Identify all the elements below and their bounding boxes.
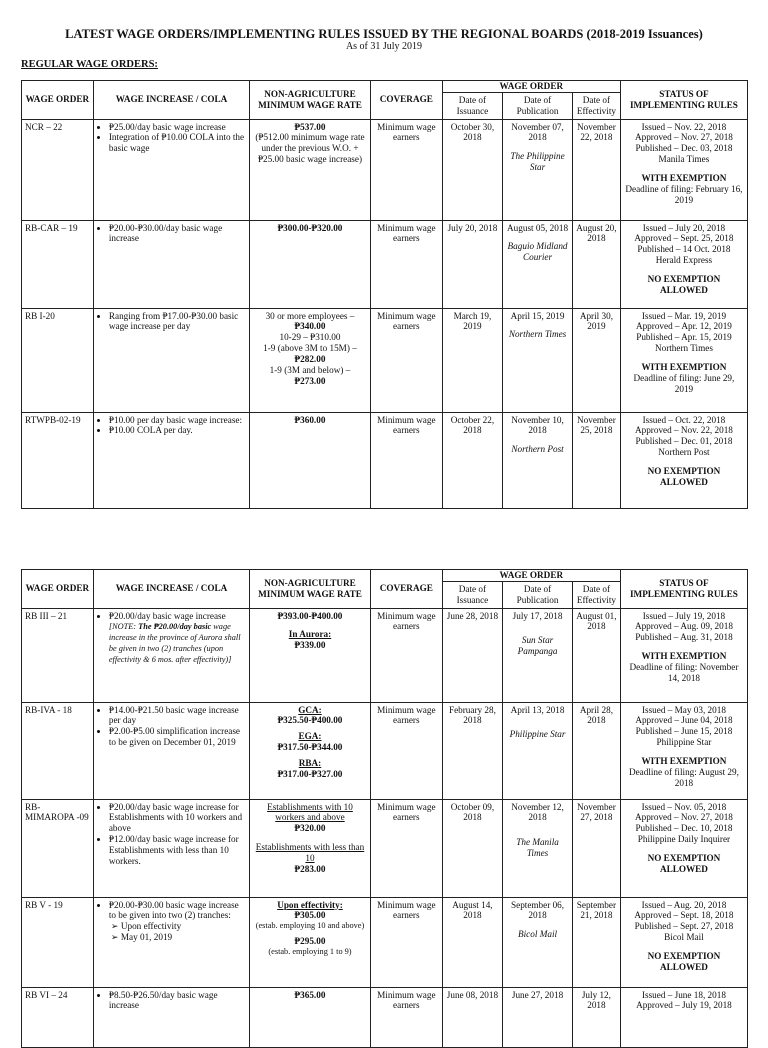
exemption-status: NO EXEMPTION ALLOWED <box>647 274 721 295</box>
date-effectivity: July 12, 2018 <box>572 987 620 1047</box>
rate-value: ₱305.00 <box>294 910 326 921</box>
coverage: Minimum wage earners <box>370 220 442 308</box>
page-title: LATEST WAGE ORDERS/IMPLEMENTING RULES ISSUED BY THE REGIONAL BOARDS (2018-2019 Issuances) <box>65 27 703 41</box>
table-row <box>22 220 748 308</box>
exemption-status: WITH EXEMPTION <box>641 756 727 767</box>
establishment-label: Establishments with less than 10 <box>255 842 365 864</box>
status-line: Published – Dec. 03, 2018 <box>635 143 733 154</box>
status-line: Northern Times <box>654 343 713 354</box>
date-publication: November 12, 2018 <box>511 801 564 823</box>
date-effectivity: November 27, 2018 <box>572 799 620 897</box>
exemption-status: WITH EXEMPTION <box>641 651 727 662</box>
status-line: Issued – Nov. 22, 2018 <box>641 121 727 132</box>
rate-note: (estab. employing 10 and above) <box>255 921 365 931</box>
publication-paper: Northern Times <box>508 329 567 340</box>
note-bold: The ₱20.00/day basic <box>138 622 212 632</box>
rate-value: ₱300.00-₱320.00 <box>250 220 371 308</box>
rate-tier: 10-29 – ₱310.00 <box>279 332 341 343</box>
status-line: Issued – Oct. 22, 2018 <box>642 414 726 425</box>
coverage: Minimum wage earners <box>370 308 442 412</box>
table-row <box>22 799 748 897</box>
rate-value: ₱317.00-₱327.00 <box>277 768 343 779</box>
wage-orders-table-2 <box>21 569 748 1048</box>
filing-deadline: Deadline of filing: June 29, 2019 <box>633 372 735 394</box>
status-line: Published – June 15, 2018 <box>635 726 733 737</box>
date-effectivity: September 21, 2018 <box>572 897 620 987</box>
status-line: Philippine Star <box>656 737 712 748</box>
note-text: wage increase in the province of Aurora shall be given in two (2) tranches (upon effectivity & 6 mos. after effectivity)] <box>108 622 241 665</box>
wage-order-id: NCR – 22 <box>22 119 94 220</box>
rate-value: ₱365.00 <box>250 987 371 1047</box>
date-publication: April 15, 2019 <box>510 310 565 321</box>
increase-item: • ₱20.00-₱30.00 basic wage increase to be given into two (2) tranches: <box>109 900 246 922</box>
section-heading: REGULAR WAGE ORDERS: <box>21 59 158 70</box>
coverage: Minimum wage earners <box>370 119 442 220</box>
wage-order-id: RB-CAR – 19 <box>22 220 94 308</box>
rate-value: ₱360.00 <box>250 412 371 508</box>
col-coverage: COVERAGE <box>370 570 442 609</box>
rate-area-label: In Aurora: <box>288 629 332 640</box>
filing-deadline: Deadline of filing: November 14, 2018 <box>629 662 739 683</box>
tranche-item: ➢ Upon effectivity <box>111 921 246 932</box>
wage-order-id: RB III – 21 <box>22 608 94 702</box>
increase-item: ₱20.00/day basic wage increase <box>108 610 226 621</box>
increase-item: • ₱12.00/day basic wage increase for Establishments with less than 10 workers. <box>109 834 246 867</box>
increase-item: • Ranging from ₱17.00-₱30.00 basic wage increase per day <box>109 311 246 333</box>
date-publication: September 06, 2018 <box>511 899 565 921</box>
col-status: STATUS OF IMPLEMENTING RULES <box>620 81 747 120</box>
increase-item: • ₱8.50-₱26.50/day basic wage increase <box>109 990 246 1012</box>
status-line: Issued – Nov. 05, 2018 <box>641 801 727 812</box>
status-line: Issued – Mar. 19, 2019 <box>641 310 727 321</box>
status-line: Issued – Aug. 20, 2018 <box>641 899 727 910</box>
rate-tranche-label: Upon effectivity: <box>277 899 343 910</box>
increase-item: • ₱25.00/day basic wage increase <box>109 122 246 133</box>
col-status: STATUS OF IMPLEMENTING RULES <box>620 570 747 609</box>
increase-item: • ₱14.00-₱21.50 basic wage increase per day <box>109 705 246 727</box>
area-label-ega: EGA: <box>298 731 322 742</box>
rate-value: ₱537.00 <box>294 121 326 132</box>
date-issuance: October 22, 2018 <box>442 412 502 508</box>
rate-value: ₱283.00 <box>294 863 326 874</box>
col-effectivity: Date of Effectivity <box>572 92 620 119</box>
publication-paper: Sun Star Pampanga <box>517 635 558 657</box>
rate-tier-label: 30 or more employees – <box>265 310 355 321</box>
status-line: Approved – Sept. 25, 2018 <box>634 233 734 244</box>
publication-paper: Bicol Mail <box>518 929 558 940</box>
date-issuance: October 30, 2018 <box>442 119 502 220</box>
date-publication: August 05, 2018 <box>507 222 569 233</box>
publication-paper: Philippine Star <box>509 729 566 740</box>
rate-value: ₱325.50-₱400.00 <box>277 715 343 726</box>
status-line: Issued – May 03, 2018 <box>641 704 726 715</box>
status-line: Herald Express <box>655 255 713 266</box>
status-line: Approved – June 04, 2018 <box>635 715 733 726</box>
col-effectivity: Date of Effectivity <box>572 581 620 608</box>
status-line: Published – Dec. 10, 2018 <box>635 823 733 834</box>
date-publication: November 10, 2018 <box>511 414 564 436</box>
coverage: Minimum wage earners <box>370 702 442 799</box>
wage-order-id: RB VI – 24 <box>22 987 94 1047</box>
date-publication: April 13, 2018 <box>510 704 565 715</box>
status-line: Manila Times <box>658 154 710 165</box>
table-row <box>22 412 748 508</box>
status-line: Approved – Sept. 18, 2018 <box>634 910 734 921</box>
table-row <box>22 702 748 799</box>
status-line: Approved – Aug. 09, 2018 <box>634 621 733 632</box>
coverage: Minimum wage earners <box>370 799 442 897</box>
table-row <box>22 897 748 987</box>
wage-order-id: RB-MIMAROPA -09 <box>22 799 94 897</box>
increase-item: • ₱20.00-₱30.00/day basic wage increase <box>109 223 246 245</box>
col-wo-group: WAGE ORDER <box>442 81 620 93</box>
rate-value: ₱339.00 <box>294 640 326 651</box>
exemption-status: WITH EXEMPTION <box>641 362 727 373</box>
area-label-rba: RBA: <box>298 758 322 769</box>
wage-order-id: RB V - 19 <box>22 897 94 987</box>
status-line: Issued – July 19, 2018 <box>642 610 726 621</box>
publication-paper: Northern Post <box>511 444 564 455</box>
col-nonagri: NON-AGRICULTURE MINIMUM WAGE RATE <box>250 81 371 120</box>
col-increase: WAGE INCREASE / COLA <box>93 81 249 120</box>
col-wo-group: WAGE ORDER <box>442 570 620 582</box>
status-line: Philippine Daily Inquirer <box>637 834 731 845</box>
rate-value: ₱282.00 <box>294 354 326 365</box>
date-issuance: October 09, 2018 <box>442 799 502 897</box>
area-label-gca: GCA: <box>298 704 322 715</box>
status-line: Published – Aug. 31, 2018 <box>635 632 733 643</box>
wage-order-id: RB I-20 <box>22 308 94 412</box>
date-issuance: August 14, 2018 <box>442 897 502 987</box>
as-of-date: As of 31 July 2019 <box>345 41 423 52</box>
col-publication: Date of Publication <box>503 581 573 608</box>
col-publication: Date of Publication <box>503 92 573 119</box>
rate-value: ₱393.00-₱400.00 <box>277 610 343 621</box>
col-increase: WAGE INCREASE / COLA <box>93 570 249 609</box>
status-line: Bicol Mail <box>664 932 704 943</box>
rate-tier-label: 1-9 (above 3M to 15M) – <box>263 343 357 354</box>
rate-tier-label: 1-9 (3M and below) – <box>269 364 351 375</box>
date-publication: June 27, 2018 <box>503 987 573 1047</box>
rate-value: ₱320.00 <box>294 823 326 834</box>
increase-item: • ₱2.00-₱5.00 simplification increase to be given on December 01, 2019 <box>109 726 246 748</box>
exemption-status: NO EXEMPTION ALLOWED <box>647 466 721 487</box>
date-effectivity: November 25, 2018 <box>572 412 620 508</box>
publication-paper: The Philippine Star <box>510 151 565 173</box>
status-line: Published – Sept. 27, 2018 <box>634 921 734 932</box>
exemption-status: WITH EXEMPTION <box>641 173 727 184</box>
date-effectivity: April 28, 2018 <box>572 702 620 799</box>
rate-value: ₱317.50-₱344.00 <box>277 742 343 753</box>
rate-value: ₱340.00 <box>294 321 326 332</box>
rate-value: ₱273.00 <box>294 375 326 386</box>
status-line: Published – Dec. 01, 2018 <box>635 436 733 447</box>
date-publication: November 07, 2018 <box>511 121 564 143</box>
rate-value: ₱295.00 <box>294 936 326 947</box>
date-effectivity: August 20, 2018 <box>572 220 620 308</box>
establishment-label: Establishments with 10 workers and above <box>267 801 353 823</box>
rate-note: (₱512.00 minimum wage rate under the previous W.O. + ₱25.00 basic wage increase) <box>255 132 365 165</box>
coverage: Minimum wage earners <box>370 608 442 702</box>
rate-note: (estab. employing 1 to 9) <box>268 946 352 956</box>
col-issuance: Date of Issuance <box>442 92 502 119</box>
status-line: Issued – July 20, 2018 <box>642 222 726 233</box>
table-row <box>22 608 748 702</box>
tranche-item: ➢ May 01, 2019 <box>111 932 246 943</box>
coverage: Minimum wage earners <box>370 987 442 1047</box>
col-issuance: Date of Issuance <box>442 581 502 608</box>
publication-paper: The Manila Times <box>516 837 559 859</box>
increase-item: • Integration of ₱10.00 COLA into the basic wage <box>109 132 246 154</box>
date-effectivity: August 01, 2018 <box>572 608 620 702</box>
date-effectivity: November 22, 2018 <box>572 119 620 220</box>
status-line: Published – Apr. 15, 2019 <box>636 332 732 343</box>
status-line: Published – 14 Oct. 2018 <box>637 244 731 255</box>
increase-item: • ₱10.00 per day basic wage increase: <box>109 415 246 426</box>
filing-deadline: Deadline of filing: February 16, 2019 <box>625 183 743 205</box>
date-issuance: June 28, 2018 <box>442 608 502 702</box>
date-issuance: February 28, 2018 <box>442 702 502 799</box>
increase-item: • ₱10.00 COLA per day. <box>109 425 246 436</box>
wage-order-id: RTWPB-02-19 <box>22 412 94 508</box>
coverage: Minimum wage earners <box>370 412 442 508</box>
col-coverage: COVERAGE <box>370 81 442 120</box>
increase-item: • ₱20.00/day basic wage increase for Establishments with 10 workers and above <box>109 802 246 835</box>
status-line: Approved – Apr. 12, 2019 <box>635 321 732 332</box>
date-issuance: March 19, 2019 <box>442 308 502 412</box>
status-line: Approved – Nov. 27, 2018 <box>634 132 733 143</box>
date-effectivity: April 30, 2019 <box>572 308 620 412</box>
date-issuance: June 08, 2018 <box>442 987 502 1047</box>
col-wage-order: WAGE ORDER <box>22 570 94 609</box>
exemption-status: NO EXEMPTION ALLOWED <box>647 853 721 874</box>
status-line: Approved – Nov. 27, 2018 <box>634 812 733 823</box>
date-publication: July 17, 2018 <box>512 610 563 621</box>
table-row <box>22 119 748 220</box>
coverage: Minimum wage earners <box>370 897 442 987</box>
note-prefix: [NOTE: <box>108 622 139 632</box>
col-nonagri: NON-AGRICULTURE MINIMUM WAGE RATE <box>250 570 371 609</box>
table-row <box>22 308 748 412</box>
publication-paper: Baguio Midland Courier <box>507 241 568 263</box>
status-line: Issued – June 18, 2018 <box>641 989 726 1000</box>
col-wage-order: WAGE ORDER <box>22 81 94 120</box>
filing-deadline: Deadline of filing: August 29, 2018 <box>628 766 739 788</box>
table-row <box>22 987 748 1047</box>
status-line: Northern Post <box>658 447 710 458</box>
date-issuance: July 20, 2018 <box>442 220 502 308</box>
status-line: Approved – July 19, 2018 <box>636 1000 732 1011</box>
exemption-status: NO EXEMPTION ALLOWED <box>647 951 721 972</box>
wage-orders-table-1 <box>21 80 748 509</box>
status-line: Approved – Nov. 22, 2018 <box>634 425 733 436</box>
wage-order-id: RB-IVA - 18 <box>22 702 94 799</box>
